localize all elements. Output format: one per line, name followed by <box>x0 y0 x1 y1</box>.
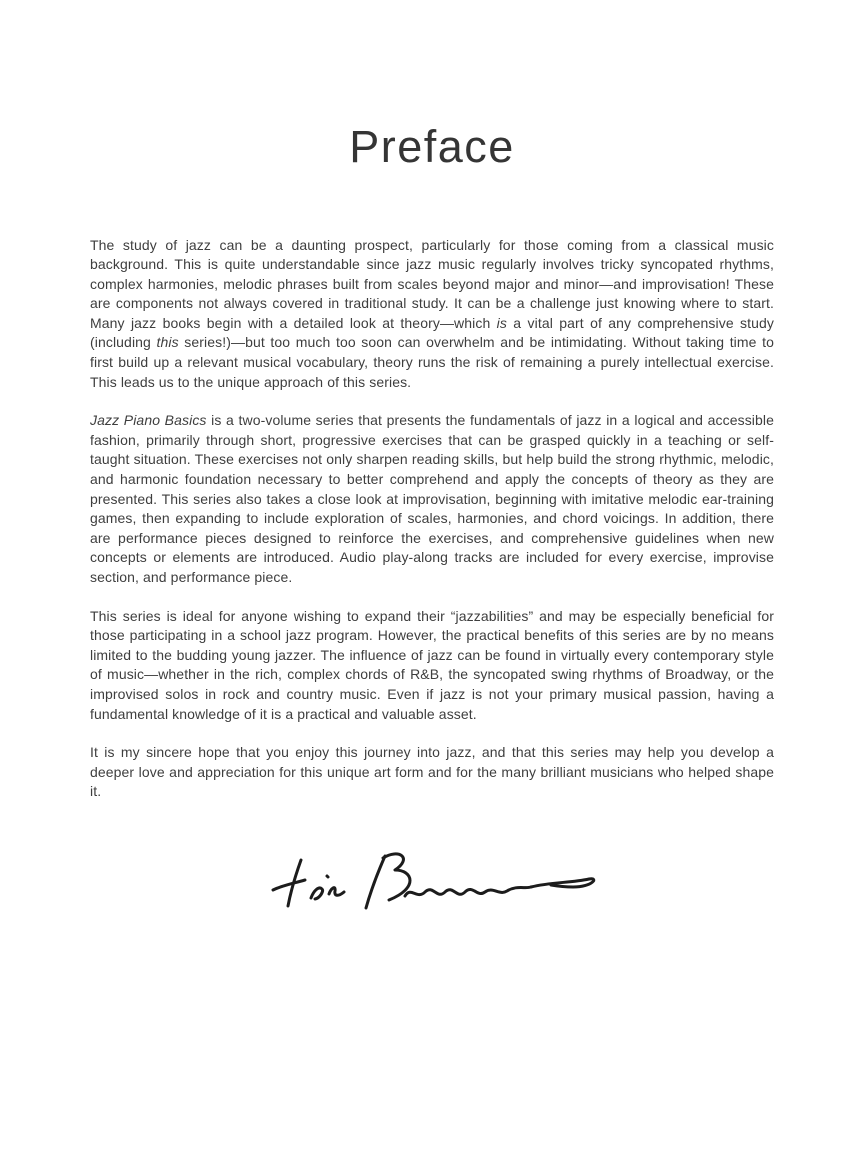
text-segment: series!)—but too much too soon can overwhelm and be intimidating. Without taking time to first build up a relevant musical vocabulary, theory runs the risk of remaining a purely intellectual exercise. This leads us to the unique approach of this series. <box>90 334 774 390</box>
text-segment: It is my sincere hope that you enjoy this journey into jazz, and that this series may help you develop a deeper love and appreciation for this unique art form and for the many brilliant musicians who helped shape it. <box>90 744 774 800</box>
text-segment-italic: is <box>496 314 507 331</box>
text-segment-italic: this <box>156 334 179 351</box>
signature-image <box>267 846 597 926</box>
paragraph-4 <box>90 743 774 802</box>
text-segment: is a two-volume series that presents the fundamentals of jazz in a logical and accessible fashion, primarily through short, progressive exercises that can be grasped quickly in a teaching or self-taught situation. These exercises not only sharpen reading skills, but help build the strong rhythmic, melodic, and harmonic foundation necessary to better comprehend and apply the concepts of theory as they are presented. This series also takes a close look at improvisation, beginning with imitative melodic ear-training games, then expanding to include exploration of scales, harmonies, and chord voicings. In addition, there are performance pieces designed to reinforce the exercises, and comprehensive guidelines when new concepts or elements are introduced. Audio play-along tracks are included for every exercise, improvise section, and performance piece. <box>90 412 774 585</box>
paragraph-1 <box>90 236 774 393</box>
paragraph-3 <box>90 607 774 725</box>
paragraph-2 <box>90 411 774 587</box>
signature-block <box>0 846 864 931</box>
text-segment: a vital part of any comprehensive study (including <box>90 314 775 351</box>
text-segment: The study of jazz can be a daunting prospect, particularly for those coming from a classical music background. This is quite understandable since jazz music regularly involves tricky syncopated rhythms, complex harmonies, melodic phrases built from scales beyond major and minor—and improvisation! These are components not always covered in traditional study. It can be a challenge just knowing where to start. Many jazz books begin with a detailed look at theory—which <box>90 236 774 331</box>
text-segment-italic: Jazz Piano Basics <box>90 412 207 429</box>
preface-text <box>90 236 774 802</box>
page-title: Preface <box>349 121 515 172</box>
text-segment: This series is ideal for anyone wishing to expand their “jazzabilities” and may be especially beneficial for those participating in a school jazz program. However, the practical benefits of this series are by no means limited to the budding young jazzer. The influence of jazz can be found in virtually every contemporary style of music—whether in the rich, complex chords of R&B, the syncopated swing rhythms of Broadway, or the improvised solos in rock and country music. Even if jazz is not your primary musical passion, having a fundamental knowledge of it is a practical and valuable asset. <box>90 607 774 722</box>
